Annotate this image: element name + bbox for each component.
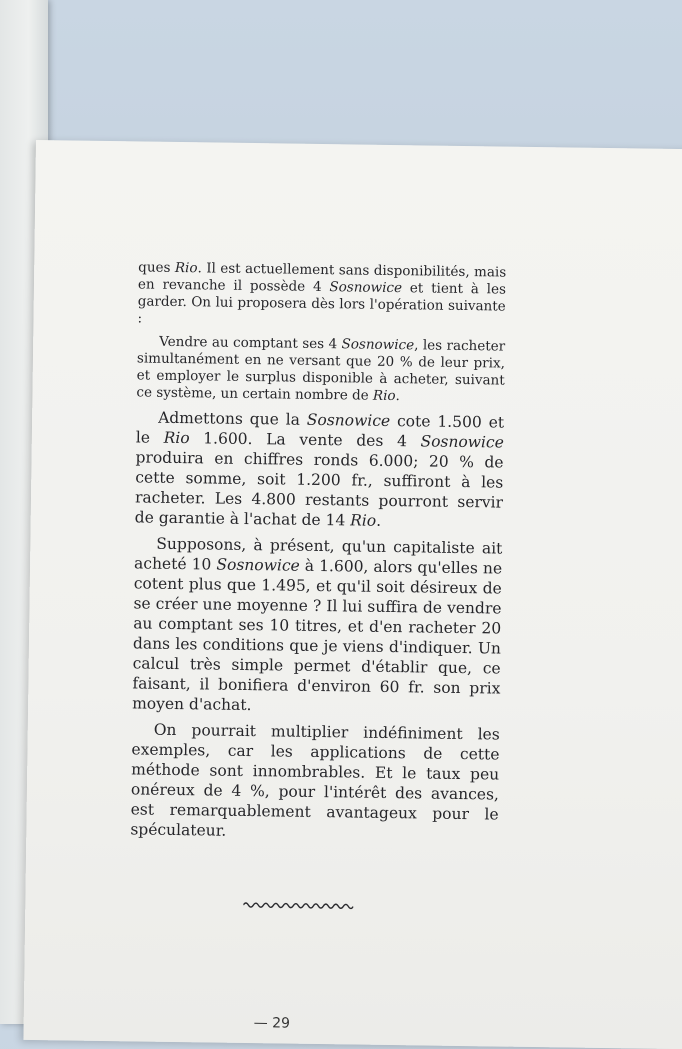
page-number: — 29	[253, 1015, 291, 1032]
paragraph-2: Vendre au comptant ses 4 Sosnowice, les racheter simultanément en ne versant que 20 % de leur prix, et employer le surplus disponible à acheter, suivant ce système, un certain nombre de Rio.	[136, 333, 506, 405]
paragraph-5: On pourrait multiplier indéfiniment les exemples, car les applications de cette méthode sont innombrables. Et le taux peu onéreux de 4 %, pour l'intérêt des avances, est remarquablement avantageux pour le spéculateur.	[130, 720, 500, 840]
book-page	[23, 140, 682, 1049]
paragraph-1: ques Rio. Il est actuellement sans disponibilités, mais en revanche il possède 4 Sosnowice et tient à les garder. On lui proposera dès lors l'opération suivante :	[137, 259, 507, 327]
paragraph-4: Supposons, à présent, qu'un capitaliste ait acheté 10 Sosnowice à 1.600, alors qu'elles ne cotent plus que 1.495, et qu'il soit désireux de se créer une moyenne ? Il lui suffira de vendre au comptant ses 10 titres, et d'en racheter 20 dans les conditions que je viens d'indiquer. Un calcul très simple permet d'établir que, ce faisant, il bonifiera d'environ 60 fr. son prix moyen d'achat.	[132, 534, 503, 715]
wavy-divider-icon	[243, 901, 353, 911]
body-text	[130, 259, 506, 850]
paragraph-3: Admettons que la Sosnowice cote 1.500 et le Rio 1.600. La vente des 4 Sosnowice produira en chiffres ronds 6.000; 20 % de cette somme, soit 1.200 fr., suffiront à les racheter. Les 4.800 restants pourront servir de garantie à l'achat de 14 Rio.	[134, 408, 505, 530]
